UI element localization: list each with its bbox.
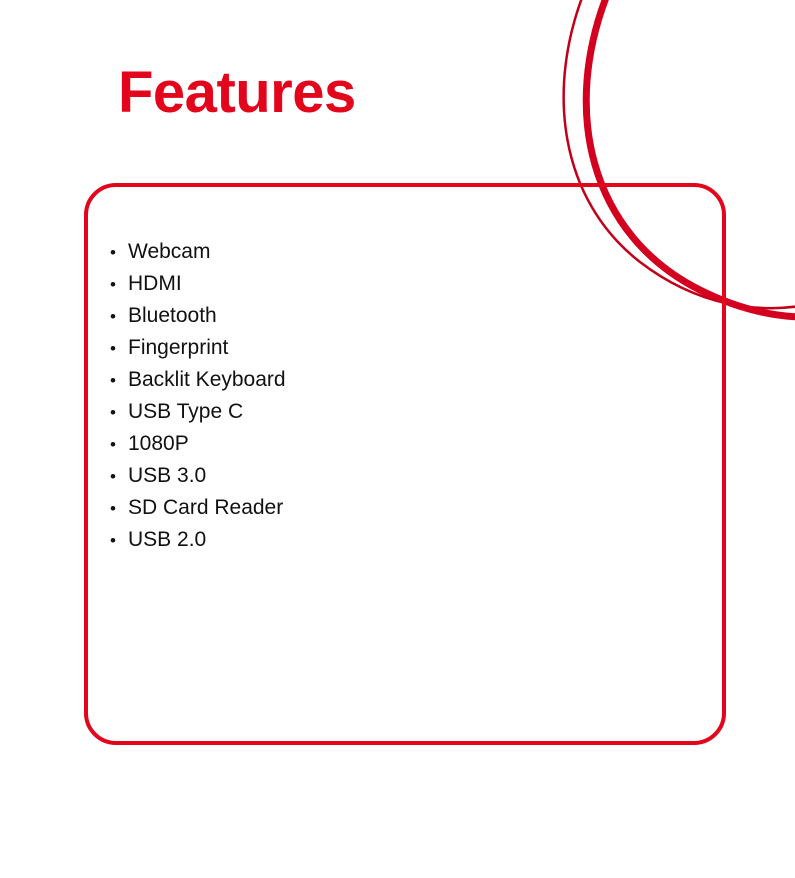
bullet-icon: • xyxy=(110,243,116,262)
bullet-icon: • xyxy=(110,403,116,422)
features-list xyxy=(110,236,286,556)
list-item-label: USB 2.0 xyxy=(128,528,207,551)
bullet-icon: • xyxy=(110,371,116,390)
list-item xyxy=(110,460,286,492)
list-item-label: Backlit Keyboard xyxy=(128,368,286,391)
list-item xyxy=(110,300,286,332)
list-item xyxy=(110,428,286,460)
list-item xyxy=(110,364,286,396)
bullet-icon: • xyxy=(110,275,116,294)
list-item xyxy=(110,236,286,268)
list-item xyxy=(110,396,286,428)
list-item-label: Webcam xyxy=(128,240,211,263)
bullet-icon: • xyxy=(110,435,116,454)
bullet-icon: • xyxy=(110,339,116,358)
list-item-label: Fingerprint xyxy=(128,336,229,359)
bullet-icon: • xyxy=(110,467,116,486)
list-item-label: USB Type C xyxy=(128,400,244,423)
bullet-icon: • xyxy=(110,307,116,326)
list-item xyxy=(110,268,286,300)
list-item-label: SD Card Reader xyxy=(128,496,284,519)
bullet-icon: • xyxy=(110,531,116,550)
list-item-label: Bluetooth xyxy=(128,304,217,327)
list-item-label: USB 3.0 xyxy=(128,464,207,487)
list-item-label: HDMI xyxy=(128,272,182,295)
list-item-label: 1080P xyxy=(128,432,189,455)
list-item xyxy=(110,524,286,556)
bullet-icon: • xyxy=(110,499,116,518)
list-item xyxy=(110,332,286,364)
page-title: Features xyxy=(118,60,356,125)
list-item xyxy=(110,492,286,524)
